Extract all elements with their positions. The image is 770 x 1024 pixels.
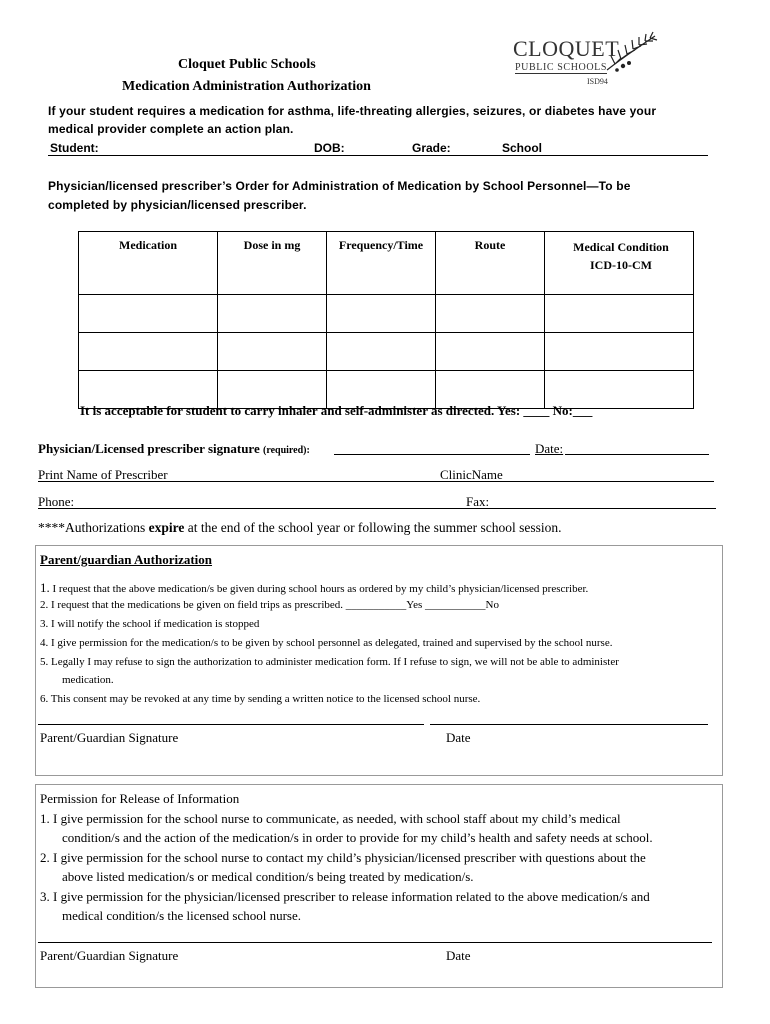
- phone-label: Phone:: [38, 494, 75, 509]
- order-heading-line-2: completed by physician/licensed prescriber.: [48, 198, 307, 212]
- page-title: Cloquet Public Schools: [178, 57, 316, 72]
- frequency-cell[interactable]: [327, 295, 436, 333]
- release-item-3: 3. I give permission for the physician/licensed prescriber to release information related to the above medication/s and: [40, 889, 650, 904]
- student-info-row: [48, 141, 708, 157]
- parent-auth-item-4: 4. I give permission for the medication/s to be given by school personnel as delegated, trained and supervised by the school nurse.: [40, 637, 613, 649]
- medication-table: [78, 231, 694, 409]
- col-medical-condition-label: Medical Condition: [573, 240, 669, 254]
- prescriber-date-field[interactable]: [565, 454, 709, 455]
- expiration-note: [38, 520, 562, 536]
- prescriber-signature-label: [38, 441, 310, 457]
- parent-auth-item-3: 3. I will notify the school if medication is stopped: [40, 618, 260, 630]
- parent-authorization-title: Parent/guardian Authorization: [40, 552, 213, 567]
- release-item-1-cont: condition/s and the action of the medication/s in order to provide for my child’s health and safety needs at school.: [62, 830, 653, 845]
- grade-label: Grade:: [412, 141, 451, 155]
- frequency-cell[interactable]: [327, 333, 436, 371]
- print-name-field[interactable]: [38, 481, 714, 482]
- dose-cell[interactable]: [218, 333, 327, 371]
- release-title: Permission for Release of Information: [40, 791, 240, 806]
- medication-cell[interactable]: [79, 333, 218, 371]
- release-item-2-cont: above listed medication/s or medical condition/s being treated by medication/s.: [62, 869, 474, 884]
- col-medication: Medication: [79, 232, 218, 295]
- condition-cell[interactable]: [545, 333, 694, 371]
- parent-auth-item-2: 2. I request that the medications be given on field trips as prescribed. ___________Yes ___________No: [40, 599, 499, 611]
- prescriber-date-label: Date:: [535, 441, 564, 456]
- table-row: [79, 333, 694, 371]
- intro-text-line-1: If your student requires a medication for asthma, life-threating allergies, seizures, or diabetes have your: [48, 104, 657, 118]
- col-dose: Dose in mg: [218, 232, 327, 295]
- release-item-1: 1. I give permission for the school nurse to communicate, as needed, with school staff about my child’s medical: [40, 811, 621, 826]
- parent-date-field[interactable]: [430, 724, 708, 725]
- item-1-text: I request that the above medication/s be given during school hours as ordered by my child’s physician/licensed prescriber.: [49, 583, 589, 595]
- page-subtitle: Medication Administration Authorization: [122, 79, 371, 94]
- medication-cell[interactable]: [79, 295, 218, 333]
- required-note: (required):: [262, 445, 310, 456]
- table-header-row: [79, 232, 694, 295]
- route-cell[interactable]: [436, 295, 545, 333]
- col-frequency: Frequency/Time: [327, 232, 436, 295]
- print-name-label: Print Name of Prescriber: [38, 467, 168, 482]
- item-1-number: 1.: [40, 580, 50, 595]
- parent-auth-item-1: [40, 580, 588, 596]
- fax-label: Fax:: [466, 494, 490, 509]
- carry-inhaler-statement: It is acceptable for student to carry inhaler and self-administer as directed. Yes: ____ No:___: [80, 403, 593, 418]
- condition-cell[interactable]: [545, 295, 694, 333]
- parent-signature-label: Parent/Guardian Signature: [40, 730, 179, 745]
- expire-prefix: ****Authorizations: [38, 520, 149, 535]
- school-label: School: [502, 141, 543, 155]
- prescriber-signature-field[interactable]: [334, 454, 530, 455]
- phone-field[interactable]: [38, 508, 716, 509]
- col-route: Route: [436, 232, 545, 295]
- expire-bold: expire: [148, 520, 185, 535]
- release-item-3-cont: medical condition/s the licensed school nurse.: [62, 908, 301, 923]
- release-signature-field[interactable]: [38, 942, 712, 943]
- order-heading-line-1: Physician/licensed prescriber’s Order for Administration of Medication by School Personnel—To be: [48, 179, 631, 193]
- logo-name: CLOQUET: [513, 36, 620, 61]
- parent-signature-field[interactable]: [38, 724, 424, 725]
- dose-cell[interactable]: [218, 295, 327, 333]
- expire-suffix: at the end of the school year or following the summer school session.: [184, 520, 562, 535]
- student-field-line[interactable]: [48, 155, 708, 156]
- clinic-name-label: ClinicName: [440, 467, 503, 482]
- col-medical-condition: [545, 232, 694, 295]
- release-signature-label: Parent/Guardian Signature: [40, 948, 179, 963]
- dob-label: DOB:: [314, 141, 345, 155]
- route-cell[interactable]: [436, 333, 545, 371]
- parent-auth-item-5: 5. Legally I may refuse to sign the authorization to administer medication form. If I refuse to sign, we will not be able to administer: [40, 656, 619, 668]
- release-date-label: Date: [446, 948, 471, 963]
- table-row: [79, 295, 694, 333]
- parent-auth-item-5-cont: medication.: [62, 674, 114, 686]
- col-icd-label: ICD-10-CM: [590, 258, 652, 272]
- pine-branch-icon: [603, 30, 663, 74]
- parent-auth-item-6: 6. This consent may be revoked at any time by sending a written notice to the licensed school nurse.: [40, 693, 481, 705]
- release-item-2: 2. I give permission for the school nurse to contact my child’s physician/licensed prescriber with questions about the: [40, 850, 646, 865]
- prescriber-signature-text: Physician/Licensed prescriber signature: [38, 441, 260, 456]
- logo-subtitle: PUBLIC SCHOOLS: [515, 62, 608, 73]
- intro-text-line-2: medical provider complete an action plan.: [48, 122, 294, 136]
- school-logo: [505, 30, 675, 92]
- logo-district: ISD94: [587, 77, 608, 86]
- student-label: Student:: [50, 141, 99, 155]
- parent-date-label: Date: [446, 730, 471, 745]
